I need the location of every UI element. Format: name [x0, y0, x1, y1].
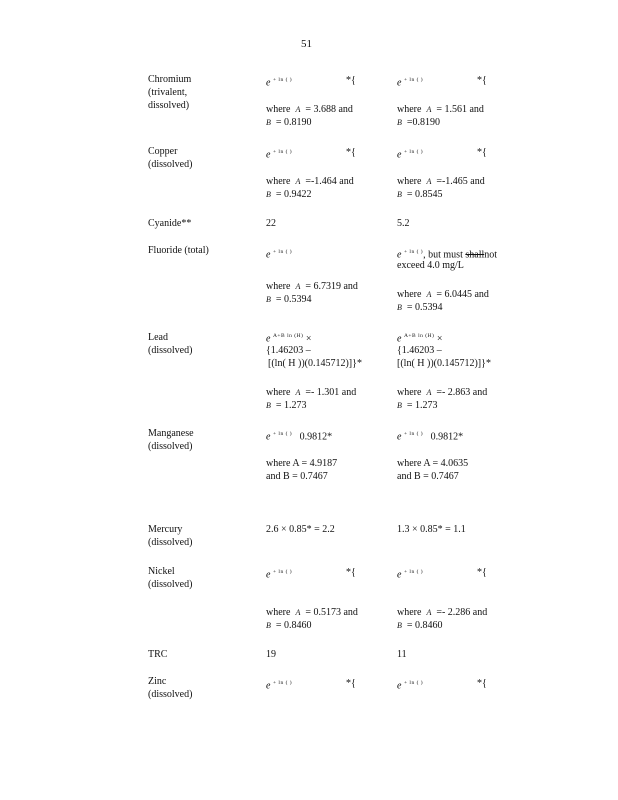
formula-base: e — [266, 431, 271, 443]
formula-tail: *{ — [477, 75, 487, 86]
var-a: A — [426, 388, 432, 397]
where-word: where — [266, 387, 291, 398]
cyanide-value-2: 5.2 — [397, 218, 410, 229]
pollutant-label: (dissolved) — [148, 579, 193, 590]
formula-exponent: A+B ln (H) — [403, 333, 435, 339]
fluoride-where-1 — [266, 280, 358, 293]
manganese-and-2: and B = 0.7467 — [397, 471, 459, 482]
value-a: = 6.0445 and — [436, 289, 489, 300]
fluoride-note: , but must — [423, 249, 463, 261]
var-b: B — [266, 401, 271, 410]
lead-b-1 — [266, 399, 307, 412]
pollutant-label: Nickel — [148, 566, 175, 577]
chromium-formula-2 — [397, 74, 423, 89]
formula-tail: *{ — [477, 147, 487, 158]
formula-base: e — [397, 333, 402, 345]
where-word: where — [397, 387, 422, 398]
formula-tail: *{ — [477, 678, 487, 689]
var-b: B — [397, 118, 402, 127]
var-b: B — [266, 621, 271, 630]
value-a: =-1.464 and — [305, 176, 354, 187]
value-a: = 6.7319 and — [305, 281, 358, 292]
manganese-where-2: where A = 4.0635 — [397, 458, 469, 469]
value-a: =- 2.863 and — [436, 387, 488, 398]
var-b: B — [397, 190, 402, 199]
manganese-formula-1 — [266, 428, 332, 443]
value-a: =- 2.286 and — [436, 607, 488, 618]
nickel-where-1 — [266, 606, 358, 619]
lead-where-2 — [397, 386, 487, 399]
formula-exponent: + ln ( ) — [403, 680, 424, 686]
value-a: = 1.561 and — [436, 104, 484, 115]
where-word: where — [397, 607, 422, 618]
formula-tail: 0.9812* — [299, 431, 333, 443]
var-a: A — [426, 290, 432, 299]
pollutant-label: Lead — [148, 332, 168, 343]
formula-base: e — [397, 431, 402, 443]
times-sign: × — [305, 333, 312, 345]
formula-base: e — [266, 77, 271, 89]
pollutant-label: (trivalent, — [148, 87, 188, 98]
formula-exponent: + ln ( ) — [272, 149, 293, 155]
formula-tail: *{ — [346, 678, 356, 689]
value-b: = 0.5394 — [275, 294, 312, 305]
where-word: where — [397, 104, 422, 115]
value-a: = 0.5173 and — [305, 607, 358, 618]
formula-tail: *{ — [346, 75, 356, 86]
pollutant-chromium — [148, 73, 191, 112]
manganese-formula-2 — [397, 428, 463, 443]
value-b: =0.8190 — [406, 117, 441, 128]
formula-base: e — [397, 149, 402, 161]
value-b: = 0.9422 — [275, 189, 312, 200]
pollutant-label: Copper — [148, 146, 178, 157]
formula-base: e — [266, 149, 271, 161]
nickel-b-1 — [266, 619, 312, 632]
where-word: where — [397, 289, 422, 300]
struck-text: shall — [465, 249, 485, 261]
var-a: A — [295, 388, 301, 397]
var-b: B — [266, 190, 271, 199]
pollutant-label: Mercury — [148, 524, 183, 535]
fluoride-where-2 — [397, 288, 489, 301]
var-a: A — [426, 105, 432, 114]
formula-base: e — [397, 680, 402, 692]
formula-exponent: A+B ln (H) — [272, 333, 304, 339]
pollutant-label: Manganese — [148, 428, 194, 439]
times-sign: × — [436, 333, 443, 345]
nickel-formula-2 — [397, 566, 423, 581]
trc-value-2: 11 — [397, 649, 407, 660]
pollutant-label: (dissolved) — [148, 345, 193, 356]
where-word: where — [266, 281, 291, 292]
where-word: where — [266, 176, 291, 187]
formula-base: e — [397, 249, 402, 261]
copper-formula-2 — [397, 146, 423, 161]
where-word: where — [266, 104, 291, 115]
var-b: B — [397, 303, 402, 312]
formula-base: e — [397, 569, 402, 581]
formula-exponent: + ln ( ) — [272, 431, 293, 437]
pollutant-lead — [148, 331, 192, 357]
manganese-and-1: and B = 0.7467 — [266, 471, 328, 482]
formula-exponent: + ln ( ) — [272, 77, 293, 83]
pollutant-label: Zinc — [148, 676, 167, 687]
formula-exponent: + ln ( ) — [403, 431, 424, 437]
value-b: = 0.8190 — [275, 117, 312, 128]
pollutant-label: (dissolved) — [148, 537, 193, 548]
chromium-where-1 — [266, 103, 353, 116]
trc-value-1: 19 — [266, 649, 276, 660]
value-b: = 0.8460 — [275, 620, 312, 631]
var-b: B — [397, 401, 402, 410]
fluoride-b-1 — [266, 293, 312, 306]
copper-formula-1 — [266, 146, 292, 161]
cyanide-value-1: 22 — [266, 218, 276, 229]
copper-where-2 — [397, 175, 485, 188]
value-b: = 0.8460 — [406, 620, 443, 631]
chromium-b-1 — [266, 116, 312, 129]
pollutant-label: Chromium — [148, 74, 192, 85]
formula-tail: *{ — [346, 147, 356, 158]
where-word: where — [397, 176, 422, 187]
mercury-value-1: 2.6 × 0.85* = 2.2 — [266, 524, 335, 535]
pollutant-label: dissolved) — [148, 100, 190, 111]
value-b: = 0.8545 — [406, 189, 443, 200]
chromium-where-2 — [397, 103, 484, 116]
formula-tail: *{ — [346, 567, 356, 578]
value-a: =- 1.301 and — [305, 387, 357, 398]
var-a: A — [295, 608, 301, 617]
pollutant-fluoride: Fluoride (total) — [148, 245, 209, 256]
value-b: = 1.273 — [406, 400, 438, 411]
formula-exponent: + ln ( ) — [272, 569, 293, 575]
chromium-formula-1 — [266, 74, 292, 89]
zinc-formula-2 — [397, 677, 423, 692]
pollutant-mercury — [148, 523, 192, 549]
fluoride-formula-1 — [266, 246, 292, 261]
mercury-value-2: 1.3 × 0.85* = 1.1 — [397, 524, 466, 535]
pollutant-label: (dissolved) — [148, 689, 193, 700]
lead-line3-2: [(ln( H ))(0.145712)]}* — [397, 358, 491, 369]
var-a: A — [426, 177, 432, 186]
var-a: A — [295, 105, 301, 114]
lead-where-1 — [266, 386, 356, 399]
pollutant-cyanide: Cyanide** — [148, 218, 192, 229]
where-word: where — [266, 607, 291, 618]
lead-line3-1: [(ln( H ))(0.145712)]}* — [268, 358, 362, 369]
formula-base: e — [266, 333, 271, 345]
pollutant-nickel — [148, 565, 192, 591]
formula-exponent: + ln ( ) — [272, 249, 293, 255]
formula-exponent: + ln ( ) — [403, 569, 424, 575]
var-a: A — [295, 282, 301, 291]
pollutant-trc: TRC — [148, 649, 168, 660]
nickel-where-2 — [397, 606, 487, 619]
zinc-formula-1 — [266, 677, 292, 692]
pollutant-label: (dissolved) — [148, 441, 193, 452]
nickel-b-2 — [397, 619, 443, 632]
var-b: B — [397, 621, 402, 630]
nickel-formula-1 — [266, 566, 292, 581]
value-a: = 3.688 and — [305, 104, 353, 115]
formula-base: e — [397, 77, 402, 89]
formula-exponent: + ln ( ) — [403, 249, 424, 255]
pollutant-copper — [148, 145, 192, 171]
formula-tail: 0.9812* — [430, 431, 464, 443]
pollutant-manganese — [148, 427, 194, 453]
formula-base: e — [266, 680, 271, 692]
value-a: =-1.465 and — [436, 176, 485, 187]
value-b: = 1.273 — [275, 400, 307, 411]
fluoride-note: not — [484, 249, 498, 261]
formula-exponent: + ln ( ) — [272, 680, 293, 686]
lead-line2-1: {1.46203 – — [266, 345, 311, 356]
formula-exponent: + ln ( ) — [403, 77, 424, 83]
fluoride-limit: exceed 4.0 mg/L — [397, 260, 464, 271]
var-b: B — [266, 295, 271, 304]
copper-b-2 — [397, 188, 443, 201]
copper-b-1 — [266, 188, 312, 201]
var-b: B — [266, 118, 271, 127]
fluoride-b-2 — [397, 301, 443, 314]
chromium-b-2 — [397, 116, 440, 129]
var-a: A — [295, 177, 301, 186]
manganese-where-1: where A = 4.9187 — [266, 458, 338, 469]
var-a: A — [426, 608, 432, 617]
formula-exponent: + ln ( ) — [403, 149, 424, 155]
formula-base: e — [266, 569, 271, 581]
pollutant-label: (dissolved) — [148, 159, 193, 170]
pollutant-zinc — [148, 675, 192, 701]
formula-base: e — [266, 249, 271, 261]
value-b: = 0.5394 — [406, 302, 443, 313]
page-number: 51 — [301, 38, 312, 50]
lead-line2-2: {1.46203 – — [397, 345, 442, 356]
lead-b-2 — [397, 399, 438, 412]
formula-tail: *{ — [477, 567, 487, 578]
copper-where-1 — [266, 175, 354, 188]
